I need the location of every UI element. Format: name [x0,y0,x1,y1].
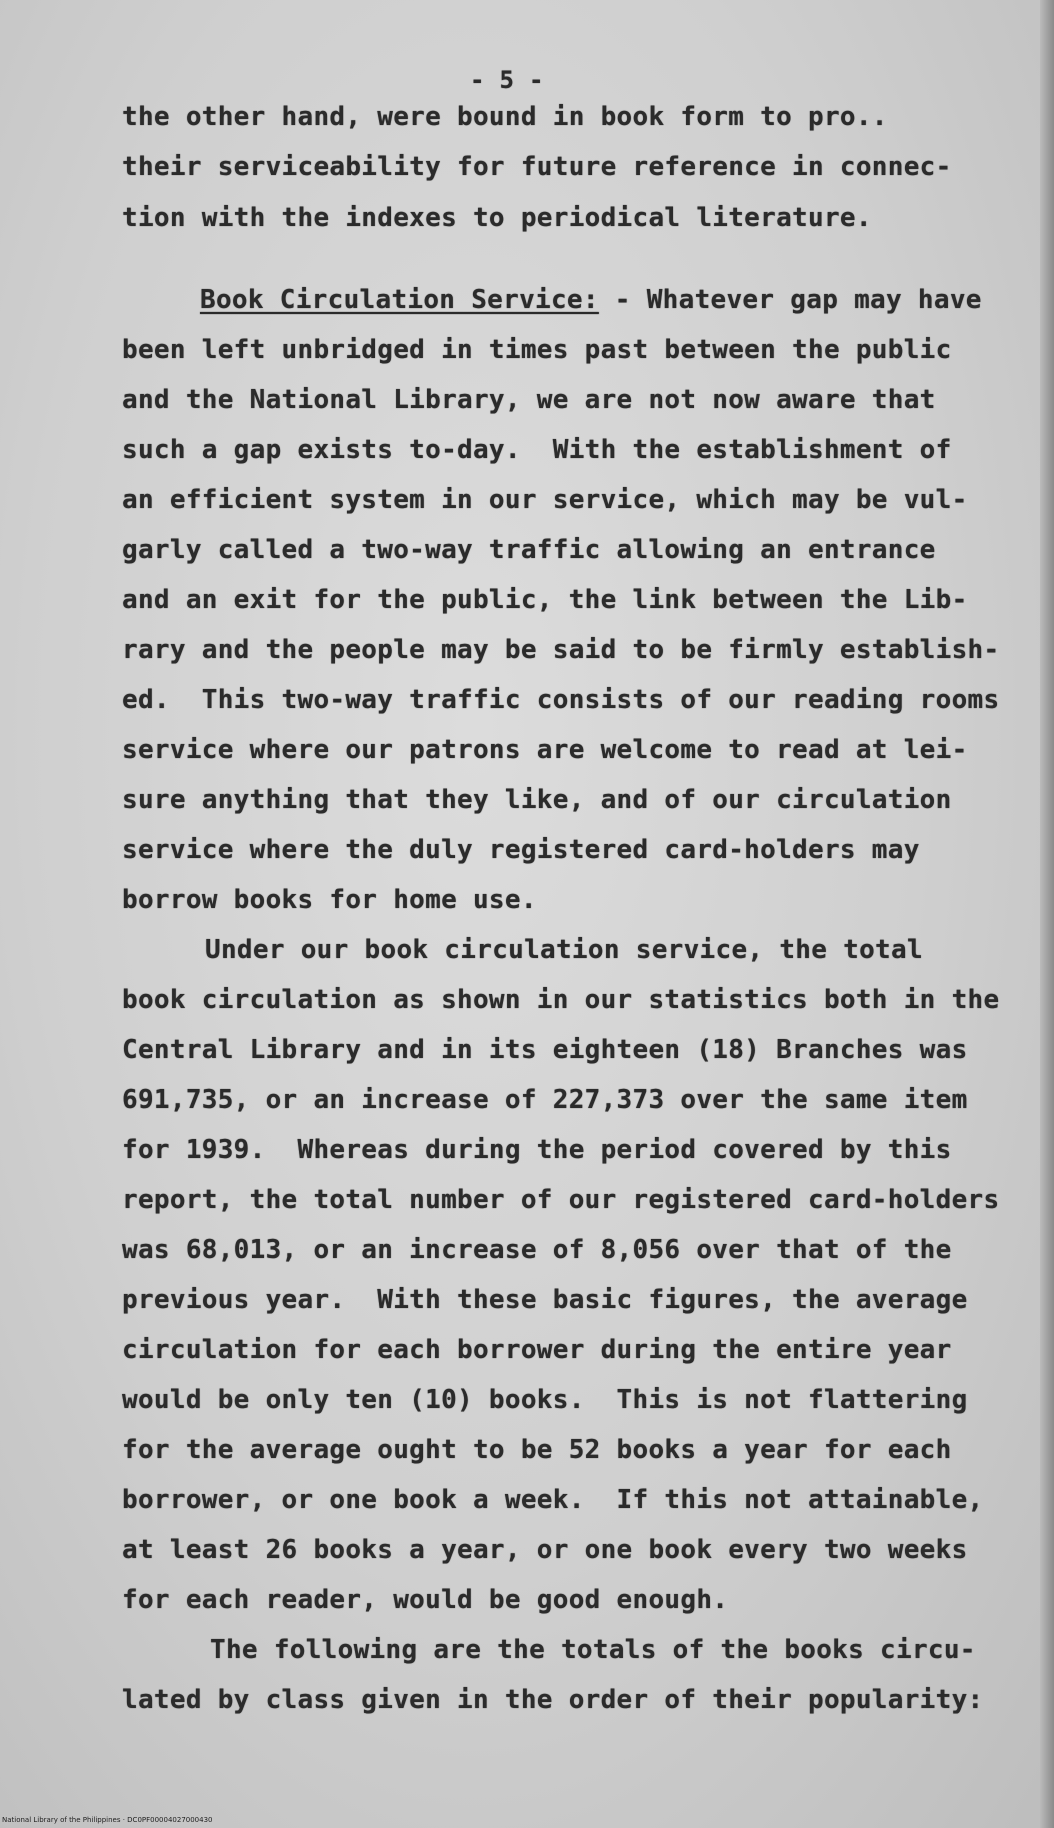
text-line: and the National Library, we are not now aware that [122,385,936,415]
text-line: Under our book circulation service, the total [205,935,923,965]
text-line: rary and the people may be said to be firmly establish- [122,635,1000,665]
page-number: - 5 - [470,66,544,94]
text-line: service where our patrons are welcome to read at lei- [122,735,968,765]
text-line: ed. This two-way traffic consists of our reading rooms [122,685,1000,715]
text-line: lated by class given in the order of their popularity: [122,1685,984,1715]
text-line: borrow books for home use. [122,885,537,915]
text-line: the other hand, were bound in book form to pro.. [122,102,888,132]
text-fragment: - Whatever gap may have [598,285,982,315]
text-line: been left unbridged in times past between the public [122,335,952,365]
text-line: tion with the indexes to periodical literature. [122,203,872,233]
text-line: 691,735, or an increase of 227,373 over the same item [122,1085,968,1115]
text-line: borrower, or one book a week. If this not attainable, [122,1485,984,1515]
text-line: book circulation as shown in our statistics both in the [122,985,1000,1015]
text-line: report, the total number of our registered card-holders [122,1185,1000,1215]
text-line: was 68,013, or an increase of 8,056 over that of the [122,1235,952,1265]
text-line: service where the duly registered card-holders may [122,835,920,865]
text-line: garly called a two-way traffic allowing an entrance [122,535,936,565]
text-line: for 1939. Whereas during the period covered by this [122,1135,952,1165]
page-edge-shadow [1040,0,1054,1828]
text-line: circulation for each borrower during the entire year [122,1335,952,1365]
text-line: previous year. With these basic figures, the average [122,1285,968,1315]
text-line: such a gap exists to-day. With the establishment of [122,435,952,465]
text-line: for each reader, would be good enough. [122,1585,729,1615]
archive-credit: National Library of the Philippines · DC0PF00004027000430 [2,1816,213,1824]
text-line: sure anything that they like, and of our circulation [122,785,952,815]
text-line: an efficient system in our service, which may be vul- [122,485,968,515]
text-line: The following are the totals of the books circu- [210,1635,976,1665]
text-line: would be only ten (10) books. This is not flattering [122,1385,968,1415]
section-heading: Book Circulation Service: [200,285,599,315]
text-line: Central Library and in its eighteen (18) Branches was [122,1035,968,1065]
text-line: and an exit for the public, the link between the Lib- [122,585,968,615]
text-line: for the average ought to be 52 books a year for each [122,1435,952,1465]
text-line: their serviceability for future reference in connec- [122,152,952,182]
section-heading-line [200,285,982,315]
text-line: at least 26 books a year, or one book every two weeks [122,1535,968,1565]
